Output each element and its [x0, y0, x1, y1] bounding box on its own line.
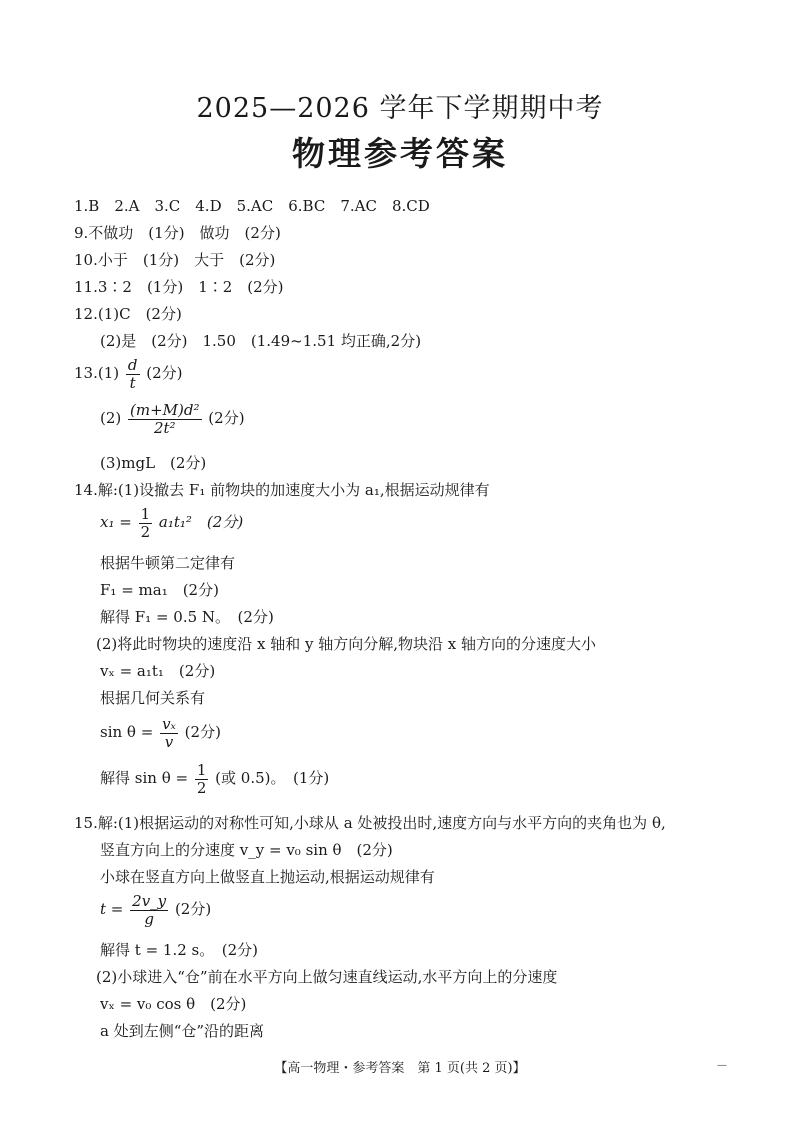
answer-line-15-part2: (2)小球进入“仓”前在水平方向上做匀速直线运动,水平方向上的分速度 [96, 968, 558, 986]
answer-line-15-distance: a 处到左侧“仓”沿的距离 [100, 1022, 265, 1040]
answer-line-13-1 [74, 357, 183, 391]
q13-2-denominator: 2t² [153, 418, 176, 437]
q14-result2-numerator: 1 [196, 761, 207, 779]
q14-x1-numerator: 1 [140, 505, 151, 523]
q13-1-numerator: d [127, 356, 138, 374]
answer-line-14-sin [100, 716, 221, 750]
q14-result2-fraction [195, 762, 209, 796]
answer-line-14-geometry: 根据几何关系有 [100, 689, 206, 707]
q14-sin-score: (2分) [184, 723, 221, 741]
corner-mark: — [717, 1060, 727, 1071]
q15-t-denominator: g [144, 909, 154, 928]
answer-line-14-intro: 14.解:(1)设撤去 F₁ 前物块的加速度大小为 a₁,根据运动规律有 [74, 481, 490, 499]
answer-line-14-newton: 根据牛顿第二定律有 [100, 554, 236, 572]
answer-line-13-3: (3)mgL (2分) [100, 454, 207, 472]
q15-t-numerator: 2v_y [132, 892, 167, 910]
q13-1-fraction [126, 357, 140, 391]
answer-line-11: 11.3∶2 (1分) 1∶2 (2分) [74, 278, 284, 296]
answer-line-choice: 1.B 2.A 3.C 4.D 5.AC 6.BC 7.AC 8.CD [74, 197, 430, 215]
answer-line-15-t [100, 893, 211, 927]
q14-sin-fraction [160, 716, 178, 750]
q14-result2-denominator: 2 [196, 778, 207, 797]
page-footer: 【高一物理・参考答案 第 1 页(共 2 页)】 [274, 1061, 526, 1076]
answer-line-14-formula-x1 [100, 506, 243, 540]
answer-line-12-2: (2)是 (2分) 1.50 (1.49~1.51 均正确,2分) [100, 332, 422, 350]
q14-x1-fraction [139, 506, 153, 540]
q14-sin-denominator: v [164, 732, 174, 751]
page-title: 2025—2026 学年下学期期中考 [196, 93, 604, 124]
q13-2-score: (2分) [208, 409, 245, 427]
q13-1-score: (2分) [146, 364, 183, 382]
q13-2-prefix: (2) [100, 409, 122, 427]
answer-line-10: 10.小于 (1分) 大于 (2分) [74, 251, 276, 269]
answer-line-15-vx: vₓ = v₀ cos θ (2分) [100, 995, 247, 1013]
q13-2-numerator: (m+M)d² [130, 401, 200, 419]
answer-line-15-intro: 15.解:(1)根据运动的对称性可知,小球从 a 处被投出时,速度方向与水平方向的夹角也为 θ, [74, 814, 666, 832]
answer-line-15-vy: 竖直方向上的分速度 v_y = v₀ sin θ (2分) [100, 841, 393, 859]
q13-2-fraction [128, 402, 201, 436]
q15-t-score: (2分) [174, 900, 212, 918]
q14-x1-denominator: 2 [140, 522, 151, 541]
q13-1-denominator: t [129, 373, 136, 392]
page-subtitle: 物理参考答案 [292, 134, 508, 173]
answer-line-14-f1: F₁ = ma₁ (2分) [100, 581, 219, 599]
q14-result2-right: (或 0.5)。 (1分) [215, 769, 330, 787]
q14-x1-right: a₁t₁² (2分) [158, 513, 244, 531]
answer-line-14-vx: vₓ = a₁t₁ (2分) [100, 662, 216, 680]
answer-line-15-vertical: 小球在竖直方向上做竖直上抛运动,根据运动规律有 [100, 868, 435, 886]
q14-result2-left: 解得 sin θ = [100, 769, 189, 787]
answer-line-14-part2: (2)将此时物块的速度沿 x 轴和 y 轴方向分解,物块沿 x 轴方向的分速度大小 [96, 635, 597, 653]
answer-line-12-1: 12.(1)C (2分) [74, 305, 182, 323]
answer-line-14-result2 [100, 762, 329, 796]
q15-t-fraction [130, 893, 168, 927]
answer-line-15-result1: 解得 t = 1.2 s。 (2分) [100, 941, 258, 959]
q14-x1-left: x₁ = [100, 513, 132, 531]
answer-line-14-result1: 解得 F₁ = 0.5 N。 (2分) [100, 608, 274, 626]
q14-sin-numerator: vₓ [162, 715, 176, 733]
answer-line-9: 9.不做功 (1分) 做功 (2分) [74, 224, 281, 242]
q14-sin-left: sin θ = [100, 723, 154, 741]
answer-line-13-2 [100, 402, 245, 436]
q15-t-left: t = [100, 900, 124, 918]
q13-1-prefix: 13.(1) [74, 364, 120, 382]
